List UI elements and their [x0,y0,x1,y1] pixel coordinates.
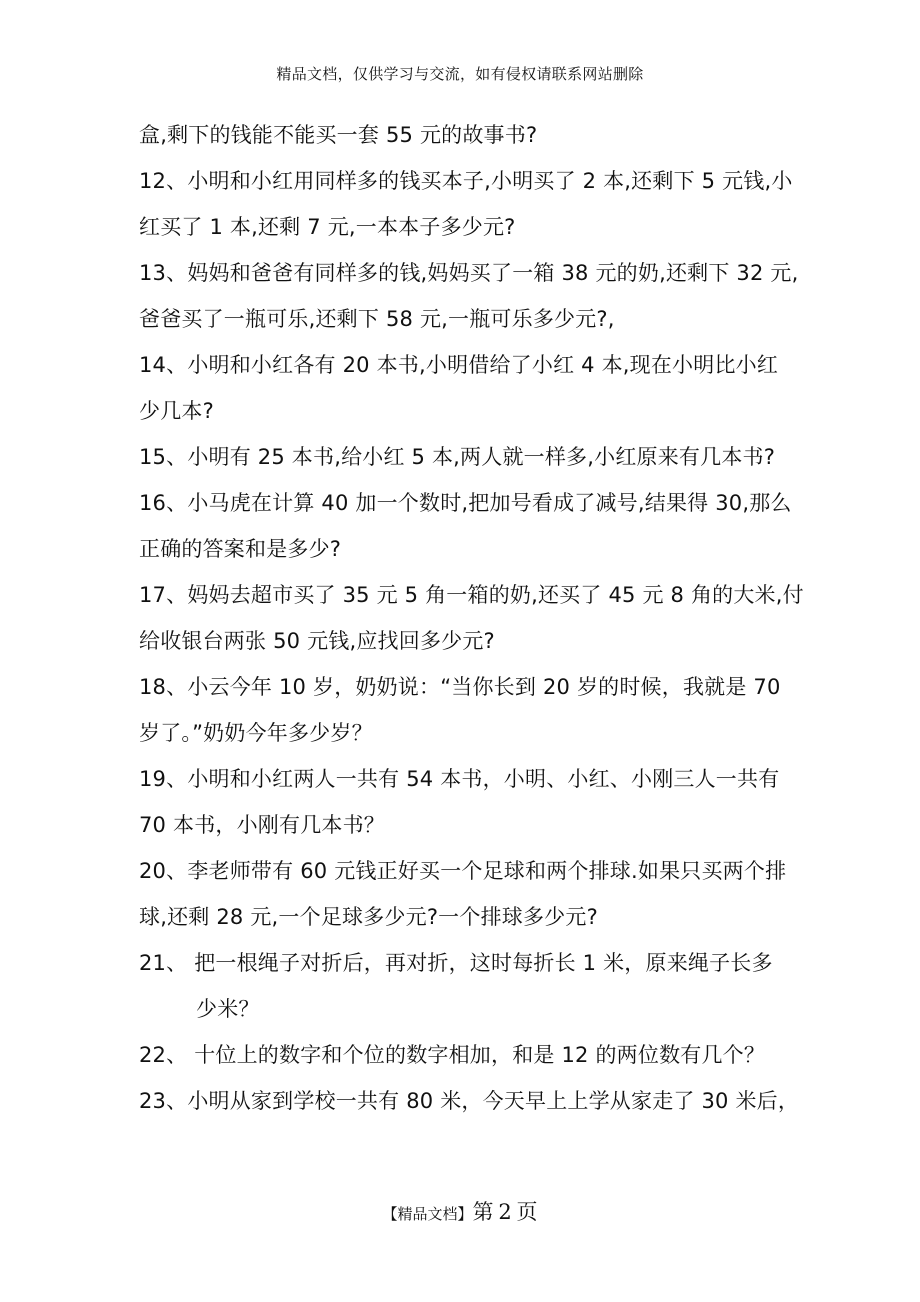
question-14: 14、小明和小红各有 20 本书,小明借给了小红 4 本,现在小明比小红 [139,353,779,377]
question-20: 20、李老师带有 60 元钱正好买一个足球和两个排球.如果只买两个排 [139,859,787,883]
text-line: 盒,剩下的钱能不能买一套 55 元的故事书? [139,123,538,147]
text-line: 少米？ [196,997,260,1021]
text-line: 红买了 1 本,还剩 7 元,一本本子多少元? [139,215,516,239]
question-22: 22、 十位上的数字和个位的数字相加，和是 12 的两位数有几个？ [139,1043,766,1067]
page-header: 精品文档，仅供学习与交流，如有侵权请联系网站删除 [276,65,644,83]
question-12: 12、小明和小红用同样多的钱买本子,小明买了 2 本,还剩下 5 元钱,小 [139,169,793,193]
page-word-suffix: 页 [516,1200,538,1224]
text-line: 球,还剩 28 元,一个足球多少元?一个排球多少元? [139,905,598,929]
text-line: 少几本? [139,399,214,423]
question-19: 19、小明和小红两人一共有 54 本书，小明、小红、小刚三人一共有 [139,767,780,791]
text-line: 岁了。”奶奶今年多少岁？ [139,721,373,745]
page-footer [0,1196,920,1226]
question-17: 17、妈妈去超市买了 35 元 5 角一箱的奶,还买了 45 元 8 角的大米,付 [139,583,804,607]
footer-label: 【精品文档】 [382,1205,473,1223]
text-line: 给收银台两张 50 元钱,应找回多少元? [139,629,495,653]
question-18: 18、小云今年 10 岁，奶奶说：“当你长到 20 岁的时候，我就是 70 [139,675,781,699]
question-15: 15、小明有 25 本书,给小红 5 本,两人就一样多,小红原来有几本书? [139,445,776,469]
question-23: 23、小明从家到学校一共有 80 米，今天早上上学从家走了 30 米后， [139,1089,800,1113]
question-21: 21、 把一根绳子对折后，再对折，这时每折长 1 米，原来绳子长多 [139,951,773,975]
page-number: 2 [498,1200,512,1224]
text-line: 爸爸买了一瓶可乐,还剩下 58 元,一瓶可乐多少元?, [139,307,615,331]
text-line: 70 本书，小刚有几本书？ [139,813,385,837]
text-line: 正确的答案和是多少? [139,537,342,561]
document-body [139,112,804,1124]
question-13: 13、妈妈和爸爸有同样多的钱,妈妈买了一箱 38 元的奶,还剩下 32 元, [139,261,799,285]
question-16: 16、小马虎在计算 40 加一个数时,把加号看成了减号,结果得 30,那么 [139,491,792,515]
page-word-prefix: 第 [472,1200,494,1224]
